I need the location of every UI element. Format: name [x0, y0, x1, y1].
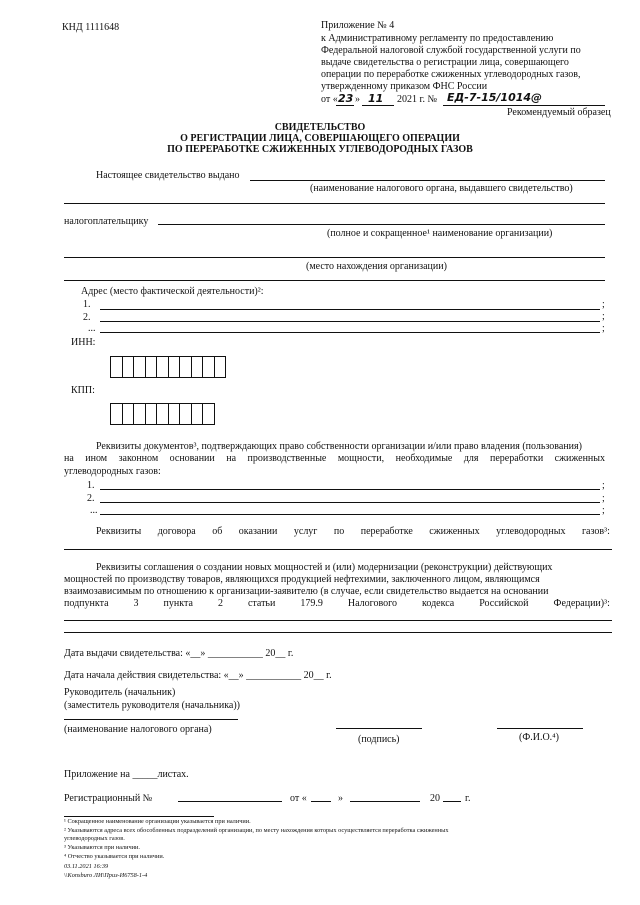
issued-by-line-2 [64, 203, 605, 204]
footnote-separator [64, 816, 214, 817]
footnote-2: ² Указываются адреса всех обособленных подразделений организации, по месту нахождения которых осуществляется переработка сжиженных [64, 827, 449, 834]
appendix-line-1: Приложение № 4 [321, 20, 395, 31]
address-item-1: 1. [83, 299, 91, 310]
form-code: КНД 1111648 [62, 22, 120, 33]
docs-text-2: на ином законном основании на производственные мощности, необходимые для переработки сжиженных [64, 453, 605, 464]
head-label: Руководитель (начальник) [64, 687, 176, 698]
agreement-text-1: Реквизиты соглашения о создании новых мощностей и (или) модернизации (реконструкции) действующих [96, 562, 553, 573]
docs-text-1: Реквизиты документов³, подтверждающих право собственности организации и/или право владения (пользования) [96, 441, 582, 452]
signature-caption: (подпись) [358, 734, 400, 745]
taxpayer-label: налогоплательщику [64, 216, 149, 227]
tax-authority-caption: (наименование налогового органа) [64, 724, 212, 735]
location-line-2 [64, 280, 605, 281]
kpp-grid[interactable] [110, 403, 215, 425]
inn-label: ИНН: [71, 337, 96, 348]
order-month: 11 [368, 92, 384, 105]
appendix-line-4: выдаче свидетельства о регистрации лица, совершающего [321, 57, 569, 68]
reg-number-line [178, 801, 282, 802]
deputy-label: (заместитель руководителя (начальника)) [64, 700, 241, 711]
kpp-label: КПП: [71, 385, 95, 396]
contract-line [64, 549, 612, 550]
inn-grid[interactable] [110, 356, 226, 378]
fio-caption: (Ф.И.О.⁴) [519, 732, 559, 743]
issue-date: Дата выдачи свидетельства: «__» ___________ 20__ г. [64, 648, 294, 659]
footnote-2-cont: углеводородных газов. [64, 835, 125, 842]
stamp-date: 03.11.2021 16:39 [64, 863, 109, 870]
issued-by-caption: (наименование налогового органа, выдавшего свидетельство) [310, 183, 573, 194]
order-mid1: » [355, 94, 360, 105]
agreement-text-2: мощностей по производству товаров, являющихся продукцией нефтехимии, заключенного лицом, являющимся [64, 574, 540, 585]
taxpayer-caption: (полное и сокращенное¹ наименование организации) [327, 228, 553, 239]
order-prefix: от « [321, 94, 338, 105]
taxpayer-line [158, 224, 605, 225]
issued-by-line [250, 180, 605, 181]
document-title-line3: ПО ПЕРЕРАБОТКЕ СЖИЖЕННЫХ УГЛЕВОДОРОДНЫХ ГАЗОВ [167, 144, 473, 155]
sample-label: Рекомендуемый образец [507, 107, 611, 118]
agreement-text-3: взаимозависимым по отношению к организации-заявителю (в случае, если свидетельство выдается на основании [64, 586, 549, 597]
location-line [64, 257, 605, 258]
docs-text-3: углеводородных газов: [64, 466, 161, 477]
agreement-text-4: подпункта 3 пункта 2 статьи 179.9 Налогового кодекса Российской Федерации)³: [64, 598, 610, 609]
footnote-1: ¹ Сокращенное наименование организации указывается при наличии. [64, 818, 251, 825]
signature-line [336, 728, 422, 729]
document-title: СВИДЕТЕЛЬСТВО [274, 122, 366, 133]
location-caption: (место нахождения организации) [306, 261, 447, 272]
address-label: Адрес (место фактической деятельности)²: [81, 286, 264, 297]
start-date: Дата начала действия свидетельства: «__» ___________ 20__ г. [64, 670, 332, 681]
order-day: 23 [338, 92, 354, 105]
appendix-line-5: операции по переработке сжиженных углеводородных газов, [321, 69, 581, 80]
order-mid2: 2021 г. № [397, 94, 438, 105]
tax-authority-line [64, 719, 238, 720]
stamp-path: \\Konsburo ЛИ\Приз-И6758-1-4 [64, 872, 148, 879]
document-title-line2: О РЕГИСТРАЦИИ ЛИЦА, СОВЕРШАЮЩЕГО ОПЕРАЦИИ [180, 133, 460, 144]
order-number: ЕД-7-15/1014@ [447, 91, 543, 104]
issued-by-label: Настоящее свидетельство выдано [96, 170, 240, 181]
appendix-line-3: Федеральной налоговой службой государственной услуги по [321, 45, 581, 56]
agreement-line-1 [64, 620, 612, 621]
address-item-2: 2. [83, 312, 91, 323]
fio-line [497, 728, 583, 729]
appendix-line-6: утвержденному приказом ФНС России [321, 81, 488, 92]
attachment-text: Приложение на _____листах. [64, 769, 189, 780]
appendix-line-2: к Административному регламенту по предоставлению [321, 33, 554, 44]
address-ellipsis: ... [88, 323, 96, 334]
footnote-3: ³ Указываются при наличии. [64, 844, 140, 851]
footnote-4: ⁴ Отчество указывается при наличии. [64, 853, 165, 860]
agreement-line-2 [64, 632, 612, 633]
reg-label: Регистрационный № [64, 793, 153, 804]
contract-text: Реквизиты договора об оказании услуг по переработке сжиженных углеводородных газов³: [96, 526, 610, 537]
